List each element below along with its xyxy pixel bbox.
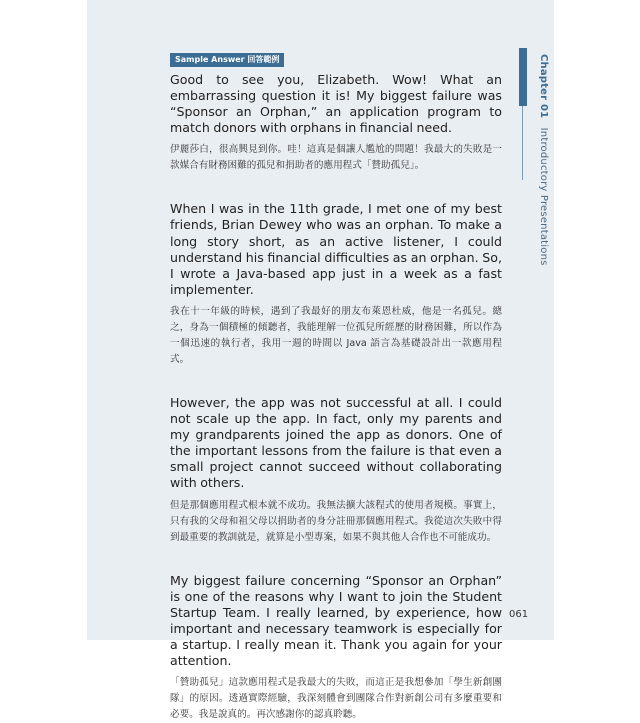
chinese-paragraph-1: 伊麗莎白，很高興見到你。哇！這真是個讓人尷尬的問題！我最大的失敗是一款媒合有財務困難的孤兒和捐助者的應用程式「贊助孤兒」。 <box>170 142 502 174</box>
chinese-paragraph-2: 我在十一年級的時候，遇到了我最好的朋友布萊恩杜威，他是一名孤兒。總之，身為一個積極的傾聽者，我能理解一位孤兒所經歷的財務困難，所以作為一個迅速的執行者，我用一週的時間以 Java 語言為基礎設計出一款應用程式。 <box>170 304 502 368</box>
answer-content <box>170 72 502 723</box>
english-paragraph-3: However, the app was not successful at all. I could not scale up the app. In fact, only my parents and my grandparents joined the app as donors. One of the important lessons from the failure is that even a small project cannot succeed without collaborating with others. <box>170 395 502 492</box>
paragraph-block-2 <box>170 201 502 368</box>
chapter-title: Introductory Presentations <box>538 128 549 266</box>
english-paragraph-2: When I was in the 11th grade, I met one of my best friends, Brian Dewey who was an orphan. To make a long story short, as an active listener, I could understand his financial difficulties as an orphan. So, I wrote a Java-based app just in a week as a fast implementer. <box>170 201 502 298</box>
chinese-paragraph-3: 但是那個應用程式根本就不成功。我無法擴大該程式的使用者規模。事實上，只有我的父母和祖父母以捐助者的身分註冊那個應用程式。我從這次失敗中得到最重要的教訓就是，就算是小型專案，如果不與其他人合作也不可能成功。 <box>170 498 502 546</box>
paragraph-block-1 <box>170 72 502 174</box>
chinese-paragraph-4: 「贊助孤兒」這款應用程式是我最大的失敗，而這正是我想參加「學生新創團隊」的原因。透過實際經驗，我深刻體會到團隊合作對新創公司有多麼重要和必要。我是說真的。再次感謝你的認真聆聽。 <box>170 675 502 723</box>
paragraph-block-4 <box>170 573 502 723</box>
chapter-tab-marker <box>519 48 527 180</box>
chapter-number: Chapter 01 <box>538 54 549 118</box>
english-paragraph-1: Good to see you, Elizabeth. Wow! What an embarrassing question it is! My biggest failure was “Sponsor an Orphan,” an application program to match donors with orphans in financial need. <box>170 72 502 136</box>
paragraph-block-3 <box>170 395 502 546</box>
chapter-side-label <box>538 54 549 266</box>
section-label: Sample Answer 回答範例 <box>170 53 284 67</box>
english-paragraph-4: My biggest failure concerning “Sponsor an Orphan” is one of the reasons why I want to join the Student Startup Team. I really learned, by experience, how important and necessary teamwork is especially for a startup. I really mean it. Thank you again for your attention. <box>170 573 502 670</box>
page-number: 061 <box>509 609 528 620</box>
chapter-tab-line <box>522 106 523 180</box>
chapter-tab-block <box>519 48 527 106</box>
